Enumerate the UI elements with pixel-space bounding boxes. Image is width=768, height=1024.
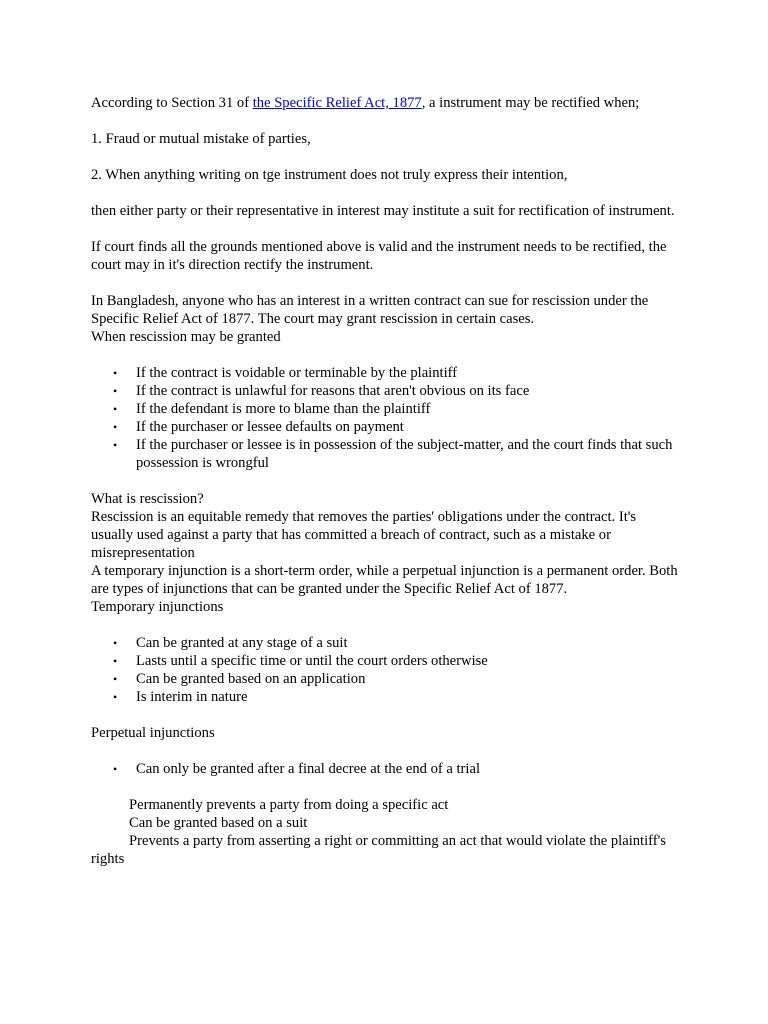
bullet-icon: •	[113, 420, 118, 434]
what-is-rescission-heading: What is rescission?	[91, 491, 204, 507]
bangladesh-paragraph: In Bangladesh, anyone who has an interest in a written contract can sue for rescission under the Specific Relief Act of 1877. The court may grant rescission in certain cases.	[91, 293, 649, 327]
specific-relief-act-link[interactable]: the Specific Relief Act, 1877	[252, 95, 422, 111]
list-item	[113, 634, 681, 652]
bullet-icon: •	[113, 402, 118, 416]
list-item-text: Can only be granted after a final decree at the end of a trial	[136, 761, 481, 777]
point-2: 2. When anything writing on tge instrument does not truly express their intention,	[91, 167, 568, 183]
rescission-definition: Rescission is an equitable remedy that removes the parties' obligations under the contract. It's usually used against a party that has committed a breach of contract, such as a mistake or misrepresentation	[91, 509, 637, 561]
when-rescission-heading: When rescission may be granted	[91, 329, 281, 345]
bullet-icon: •	[113, 384, 118, 398]
bullet-icon: •	[113, 366, 118, 380]
point-1: 1. Fraud or mutual mistake of parties,	[91, 131, 311, 147]
list-item	[113, 382, 681, 400]
intro-text-after-link: , a instrument may be rectified when;	[421, 95, 640, 111]
bullet-icon: •	[113, 672, 118, 686]
bullet-icon: •	[113, 636, 118, 650]
list-item	[113, 436, 681, 472]
list-item-text: Lasts until a specific time or until the court orders otherwise	[136, 653, 488, 669]
list-item-text: If the purchaser or lessee defaults on payment	[136, 419, 404, 435]
bullet-icon: •	[113, 438, 118, 452]
perpetual-line-3: Prevents a party from asserting a right or committing an act that would violate the plaintiff's rights	[91, 833, 666, 867]
list-item-text: If the contract is voidable or terminable by the plaintiff	[136, 365, 458, 381]
intro-paragraph	[91, 94, 681, 112]
injunction-definition: A temporary injunction is a short-term order, while a perpetual injunction is a permanent order. Both are types of injunctions that can be granted under the Specific Relief Act of 1877.	[91, 563, 678, 597]
list-item-text: Can be granted based on an application	[136, 671, 366, 687]
bullet-icon: •	[113, 762, 118, 776]
list-item	[113, 652, 681, 670]
list-item-text: Is interim in nature	[136, 689, 248, 705]
temporary-injunctions-list	[91, 634, 681, 706]
list-item	[113, 400, 681, 418]
list-item	[113, 760, 681, 778]
list-item-text: If the defendant is more to blame than the plaintiff	[136, 401, 431, 417]
suit-paragraph: then either party or their representative in interest may institute a suit for rectification of instrument.	[91, 203, 675, 219]
bullet-icon: •	[113, 690, 118, 704]
perpetual-line-2: Can be granted based on a suit	[129, 815, 308, 831]
list-item-text: If the purchaser or lessee is in possession of the subject-matter, and the court finds that such possession is wrongful	[136, 437, 673, 471]
document-page	[91, 94, 681, 868]
list-item	[113, 364, 681, 382]
perpetual-injunctions-list	[91, 760, 681, 778]
intro-text-before-link: According to Section 31 of	[91, 95, 253, 111]
temporary-injunctions-heading: Temporary injunctions	[91, 599, 224, 615]
perpetual-line-1: Permanently prevents a party from doing a specific act	[129, 797, 449, 813]
bullet-icon: •	[113, 654, 118, 668]
list-item-text: Can be granted at any stage of a suit	[136, 635, 348, 651]
list-item	[113, 670, 681, 688]
list-item	[113, 688, 681, 706]
perpetual-injunctions-heading: Perpetual injunctions	[91, 725, 215, 741]
list-item-text: If the contract is unlawful for reasons that aren't obvious on its face	[136, 383, 530, 399]
rescission-cases-list	[91, 364, 681, 472]
court-paragraph: If court finds all the grounds mentioned above is valid and the instrument needs to be rectified, the court may in it's direction rectify the instrument.	[91, 239, 667, 273]
list-item	[113, 418, 681, 436]
